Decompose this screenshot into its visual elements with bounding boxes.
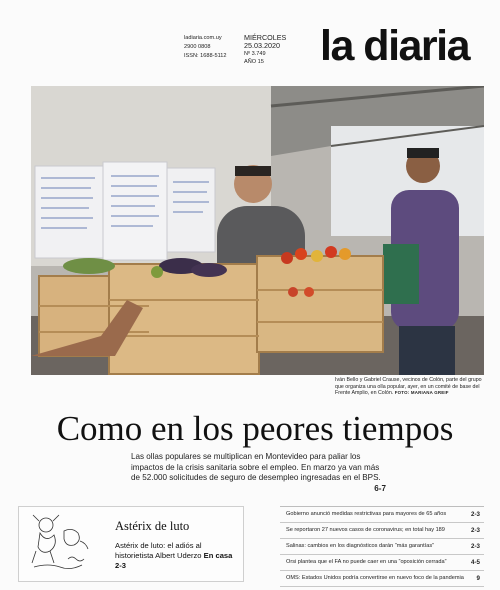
index-row-text: Se reportaron 27 nuevos casos de coronavirus; en total hay 189 bbox=[286, 527, 445, 533]
lede-page-ref[interactable]: 6-7 bbox=[374, 483, 386, 493]
photo-illustration bbox=[31, 86, 484, 375]
index-row-text: Orsi plantea que el FA no puede caer en una “oposición cerrada” bbox=[286, 559, 447, 565]
masthead-weekday: MIÉRCOLES bbox=[244, 33, 287, 42]
photo-credit-label: FOTO: bbox=[394, 390, 410, 396]
photo-caption bbox=[335, 377, 485, 397]
asterix-text: Astérix de luto: el adiós al historietista Albert Uderzo bbox=[115, 541, 202, 560]
masthead-number: Nº 3.749 bbox=[244, 51, 266, 57]
masthead-site[interactable]: ladiaria.com.uy bbox=[184, 35, 222, 41]
caption-text: Iván Bello y Gabriel Crause, vecinos de Colón, parte del grupo que organiza una olla popular, ayer, en un comité de base del Frente Amplio, en Colón. bbox=[335, 377, 482, 397]
index-row-text: Gobierno anunció medidas restrictivas para mayores de 65 años bbox=[286, 511, 447, 517]
lede-paragraph bbox=[131, 452, 386, 494]
masthead-contact bbox=[184, 34, 227, 61]
index-row[interactable] bbox=[280, 507, 484, 523]
newspaper-logo: la diaria bbox=[320, 22, 470, 70]
asterix-page-ref[interactable]: En casa 2-3 bbox=[115, 551, 233, 570]
asterix-body bbox=[115, 541, 240, 571]
index-row-page: 9 bbox=[476, 575, 480, 582]
index-row[interactable] bbox=[280, 555, 484, 571]
asterix-sketch-drawing bbox=[24, 511, 102, 575]
index-row-page: 4-5 bbox=[471, 559, 480, 566]
index-row-text: Salinas: cambios en los diagnósticos darán “más garantías” bbox=[286, 543, 434, 549]
masthead-date: 25.03.2020 bbox=[244, 41, 280, 50]
index-row-page: 2-3 bbox=[471, 527, 480, 534]
index-row-text: OMS: Estados Unidos podría convertirse en nuevo foco de la pandemia bbox=[286, 575, 464, 581]
masthead-phone: 2900 0808 bbox=[184, 44, 211, 50]
masthead-year: AÑO 15 bbox=[244, 59, 264, 65]
story-index bbox=[280, 506, 484, 587]
asterix-title: Astérix de luto bbox=[115, 519, 190, 533]
lede-text: Las ollas populares se multiplican en Montevideo para paliar los impactos de la crisis sanitaria sobre el empleo. En marzo ya van más de 52.000 solicitudes de seguro de desempleo ingresadas en el BPS. bbox=[131, 452, 381, 482]
index-row[interactable] bbox=[280, 571, 484, 587]
main-headline[interactable]: Como en los peores tiempos bbox=[56, 409, 454, 448]
index-row-page: 2-3 bbox=[471, 511, 480, 518]
masthead-issn: ISSN: 1688-5112 bbox=[184, 53, 227, 59]
masthead-issue bbox=[244, 34, 286, 66]
photo-credit-name: MARIANA GREIF bbox=[410, 390, 449, 396]
index-row[interactable] bbox=[280, 539, 484, 555]
index-row-page: 2-3 bbox=[471, 543, 480, 550]
index-row[interactable] bbox=[280, 523, 484, 539]
asterix-teaser[interactable] bbox=[18, 506, 244, 582]
main-photo bbox=[31, 86, 484, 375]
